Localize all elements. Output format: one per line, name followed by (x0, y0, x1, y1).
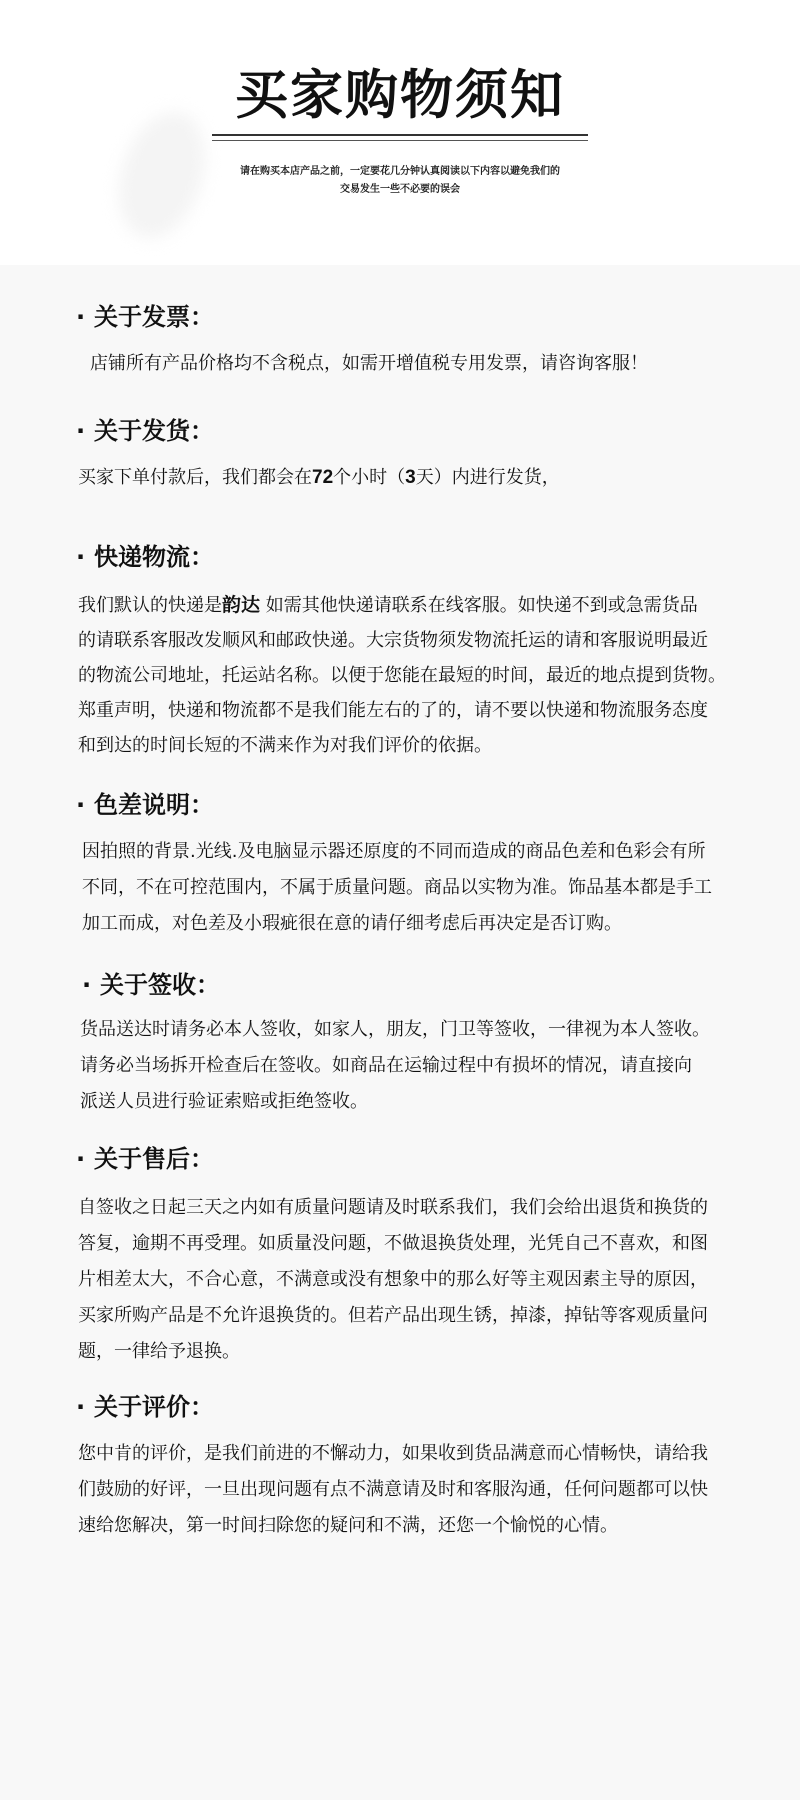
receipt-line-3: 派送人员进行验证索赔或拒绝签收。 (80, 1091, 368, 1112)
subtitle-line-1: 请在购买本店产品之前，一定要花几分钟认真阅读以下内容以避免我们的 (240, 166, 560, 177)
notice-header (0, 0, 800, 265)
bullet-mark: · (75, 1145, 86, 1173)
title-underline (212, 134, 588, 136)
shipping-prefix: 买家下单付款后，我们都会在 (78, 467, 312, 488)
after-sales-line-2: 答复，逾期不再受理。如质量没问题，不做退换货处理，光凭自己不喜欢，和图 (78, 1233, 708, 1254)
page-subtitle (150, 163, 650, 199)
receipt-title: 关于签收： (100, 971, 220, 999)
shipping-title: 关于发货： (94, 417, 214, 445)
invoice-line-1: 店铺所有产品价格均不含税点，如需开增值税专用发票，请咨询客服！ (90, 353, 648, 374)
after-sales-title: 关于售后： (94, 1145, 214, 1173)
logistics-text (78, 588, 758, 763)
bullet-mark: · (75, 303, 86, 331)
logistics-suffix: 如需其他快递请联系在线客服。如快递不到或急需货品 (260, 595, 698, 616)
after-sales-line-1: 自签收之日起三天之内如有质量问题请及时联系我们，我们会给出退货和换货的 (78, 1197, 708, 1218)
shipping-line-1 (78, 460, 758, 496)
shipping-suffix: 天）内进行发货， (415, 467, 560, 488)
shipping-text (78, 460, 758, 496)
logistics-line-1 (78, 588, 758, 623)
color-difference-title: 色差说明： (94, 791, 214, 819)
logistics-line-3: 的物流公司地址，托运站名称。以便于您能在最短的时间，最近的地点提到货物。 (78, 665, 726, 686)
after-sales-text (78, 1190, 758, 1370)
bullet-mark: · (75, 543, 86, 571)
invoice-title: 关于发票： (94, 303, 214, 331)
color-difference-line-2: 不同，不在可控范围内，不属于质量问题。商品以实物为准。饰品基本都是手工 (82, 877, 712, 898)
receipt-line-1: 货品送达时请务必本人签收，如家人，朋友，门卫等签收，一律视为本人签收。 (80, 1019, 710, 1040)
color-difference-heading (70, 788, 214, 822)
logistics-title: 快递物流： (94, 543, 214, 571)
logistics-prefix: 我们默认的快递是 (78, 595, 222, 616)
bullet-mark: · (75, 1393, 86, 1421)
color-difference-line-1: 因拍照的背景.光线.及电脑显示器还原度的不同而造成的商品色差和色彩会有所 (82, 841, 706, 862)
shipping-hours: 72 (312, 467, 334, 488)
after-sales-heading (70, 1142, 214, 1176)
logistics-line-4: 郑重声明，快递和物流都不是我们能左右的了的，请不要以快递和物流服务态度 (78, 700, 708, 721)
review-heading (70, 1390, 214, 1424)
logistics-line-2: 的请联系客服改发顺风和邮政快递。大宗货物须发物流托运的请和客服说明最近 (78, 630, 708, 651)
bullet-mark: · (75, 417, 86, 445)
page-title: 买家购物须知 (235, 65, 565, 126)
after-sales-line-4: 买家所购产品是不允许退换货的。但若产品出现生锈，掉漆，掉钻等客观质量问 (78, 1305, 708, 1326)
bullet-mark: · (75, 791, 86, 819)
review-text (78, 1436, 758, 1544)
logistics-heading (70, 540, 214, 574)
logistics-line-5: 和到达的时间长短的不满来作为对我们评价的依据。 (78, 735, 492, 756)
title-double-underline (212, 140, 588, 141)
color-difference-text (82, 834, 762, 942)
shipping-middle: 个小时（ (333, 467, 406, 488)
shipping-days: 3 (405, 467, 416, 488)
receipt-text (80, 1012, 760, 1120)
bullet-mark: · (81, 971, 92, 999)
invoice-heading (70, 300, 214, 334)
receipt-line-2: 请务必当场拆开检查后在签收。如商品在运输过程中有损坏的情况，请直接向 (80, 1055, 692, 1076)
color-difference-line-3: 加工而成，对色差及小瑕疵很在意的请仔细考虑后再决定是否订购。 (82, 913, 622, 934)
receipt-heading (76, 968, 220, 1002)
after-sales-line-5: 题，一律给予退换。 (78, 1341, 240, 1362)
review-line-1: 您中肯的评价，是我们前进的不懈动力，如果收到货品满意而心情畅快，请给我 (78, 1443, 708, 1464)
after-sales-line-3: 片相差太大，不合心意，不满意或没有想象中的那么好等主观因素主导的原因， (78, 1269, 708, 1290)
default-courier: 韵达 (222, 594, 261, 616)
review-title: 关于评价： (94, 1393, 214, 1421)
shipping-heading (70, 414, 214, 448)
invoice-text (90, 346, 770, 382)
subtitle-line-2: 交易发生一些不必要的误会 (340, 184, 460, 195)
review-line-3: 速给您解决，第一时间扫除您的疑问和不满，还您一个愉悦的心情。 (78, 1515, 618, 1536)
review-line-2: 们鼓励的好评，一旦出现问题有点不满意请及时和客服沟通，任何问题都可以快 (78, 1479, 708, 1500)
